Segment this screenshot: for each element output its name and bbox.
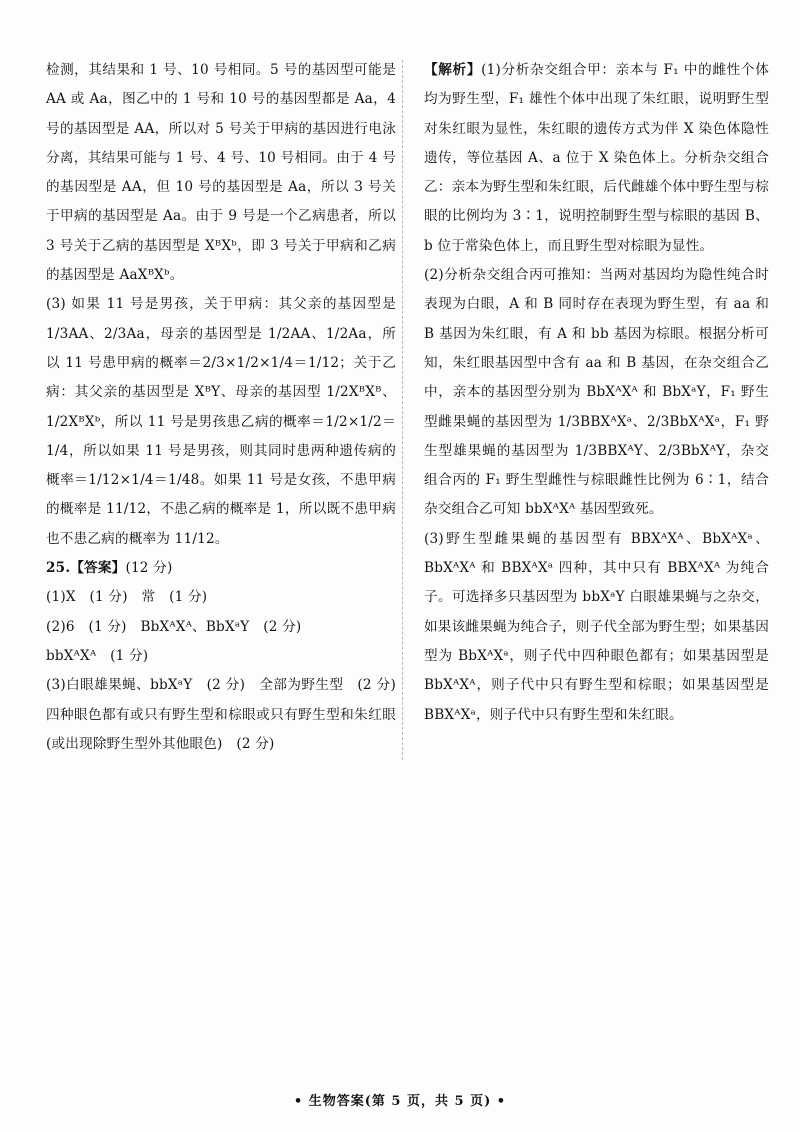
page-footer: • 生物答案(第 5 页，共 5 页) • [293, 1094, 507, 1109]
analysis-paragraph-2: (2)分析杂交组合丙可推知：当两对基因均为隐性纯合时表现为白眼，A 和 B 同时存在表现为野生型，有 aa 和 B 基因为朱红眼，有 A 和 bb 基因为棕眼。根据分析可知，朱红眼基因型中含有 aa 和 B 基因，在杂交组合乙中，亲本的基因型分别为 BbXᴬXᴬ 和 BbXᵃY，F₁ 野生型雌果蝇的基因型为 1/3BBXᴬXᵃ、2/3BbXᴬXᵃ，F₁ 野生型雄果蝇的基因型为 1/3BBXᴬY、2/3BbXᴬY，杂交组合丙的 F₁ 野生型雌性与棕眼雌性比例为 6∶1，结合杂交组合乙可知 bbXᴬXᴬ 基因型致死。 [424, 267, 769, 518]
analysis-paragraph-3: (3)野生型雌果蝇的基因型有 BBXᴬXᴬ、BbXᴬXᵃ、BbXᴬXᴬ 和 BBXᴬXᵃ 四种，其中只有 BBXᴬXᴬ 为纯合子。可选择多只基因型为 bbXᵃY 白眼雄果蝇与之杂交，如果该雌果蝇为纯合子，则子代全部为野生型；如果基因型为 BbXᴬXᵃ，则子代中四种眼色都有；如果基因型是 BbXᴬXᴬ，则子代中只有野生型和棕眼；如果基因型是 BBXᴬXᵃ，则子代中只有野生型和朱红眼。 [424, 530, 769, 723]
column-divider [402, 60, 403, 760]
answer-line-2a: (2)6 (1 分) BbXᴬXᴬ、BbXᵃY (2 分) [46, 618, 302, 635]
analysis-paragraph-1 [424, 56, 769, 261]
left-column [46, 56, 410, 759]
left-paragraph-genotype-analysis: 检测，其结果和 1 号、10 号相同。5 号的基因型可能是 AA 或 Aa，图乙中的 1 号和 10 号的基因型都是 Aa，4 号的基因型是 AA，所以对 5 号关于甲病的基因进行电泳分离，其结果可能与 1 号、4 号、10 号相同。由于 4 号的基因型是 AA，但 10 号的基因型是 Aa，所以 3 号关于甲病的基因型是 Aa。由于 9 号是一个乙病患者，所以 3 号关于乙病的基因型是 XᴮXᵇ，即 3 号关于甲病和乙病的基因型是 AaXᴮXᵇ。 [46, 62, 396, 284]
answer-line-3: (3)白眼雄果蝇、bbXᵃY (2 分) 全部为野生型 (2 分) 四种眼色都有或只有野生型和棕眼或只有野生型和朱红眼(或出现除野生型外其他眼色) (2 分) [46, 677, 410, 752]
question-25-header [46, 554, 396, 583]
answer-line-1: (1)X (1 分) 常 (1 分) [46, 589, 208, 606]
analysis-tag: 【解析】 [424, 62, 482, 78]
right-column [424, 56, 769, 730]
analysis-text-1: (1)分析杂交组合甲：亲本与 F₁ 中的雌性个体均为野生型，F₁ 雄性个体中出现了朱红眼，说明野生型对朱红眼为显性，朱红眼的遗传方式为伴 X 染色体隐性遗传，等位基因 A、a 位于 X 染色体上。分析杂交组合乙：亲本为野生型和朱红眼，后代雌雄个体中野生型与棕眼的比例均为 3∶1，说明控制野生型与棕眼的基因 B、b 位于常染色体上，而且野生型对棕眼为显性。 [424, 62, 769, 254]
left-paragraph-probability: (3) 如果 11 号是男孩，关于甲病：其父亲的基因型是 1/3AA、2/3Aa，母亲的基因型是 1/2AA、1/2Aa，所以 11 号患甲病的概率＝2/3×1/2×1/4＝1/12；关于乙病：其父亲的基因型是 XᴮY、母亲的基因型 1/2XᴮXᴮ、1/2XᴮXᵇ，所以 11 号是男孩患乙病的概率＝1/2×1/2＝1/4，所以如果 11 号是男孩，则其同时患两种遗传病的概率＝1/12×1/4＝1/48。如果 11 号是女孩，不患甲病的概率是 11/12，不患乙病的概率是 1，所以既不患甲病也不患乙病的概率为 11/12。 [46, 296, 396, 547]
question-25-label: 25.【答案】 [46, 560, 126, 577]
question-25-score: (12 分) [125, 560, 173, 577]
answer-line-2b: bbXᴬXᴬ (1 分) [46, 647, 149, 664]
